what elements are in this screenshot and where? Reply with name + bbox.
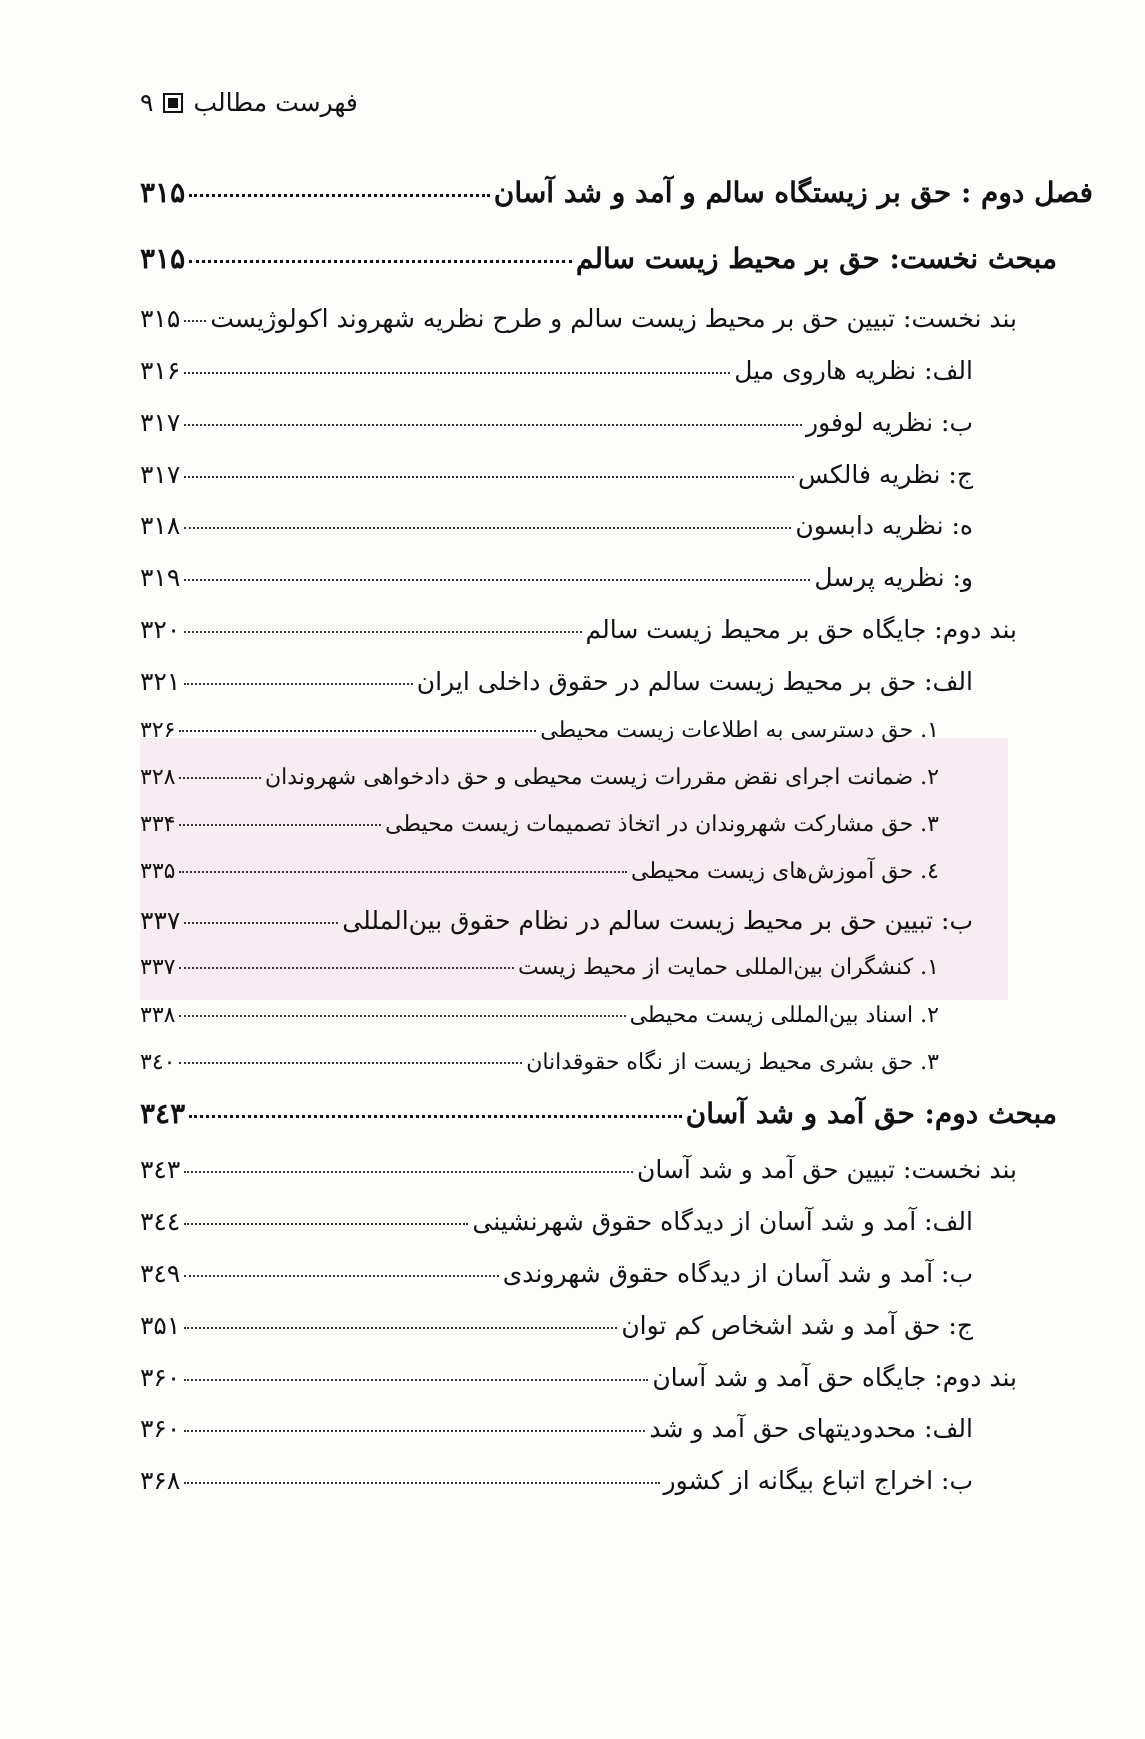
- toc-entry[interactable]: [140, 765, 939, 790]
- toc-entry-page: ۳٤۹: [140, 1259, 181, 1288]
- toc-entry-title: و: نظریه پرسل: [814, 563, 973, 592]
- toc-entry-page: ۳۵۱: [140, 1311, 181, 1340]
- toc-entry-title: بند نخست: تبیین حق آمد و شد آسان: [636, 1155, 1017, 1184]
- toc-leader-dots: [189, 1115, 682, 1118]
- toc-entry-title: ۳. حق بشری محیط زیست از نگاه حقوقدانان: [526, 1050, 939, 1075]
- toc-entry-title: ۱. حق دسترسی به اطلاعات زیست محیطی: [540, 718, 939, 743]
- toc-entry-title: فصل دوم : حق بر زیستگاه سالم و آمد و شد آسان: [493, 176, 1093, 209]
- toc-leader-dots: [179, 777, 261, 779]
- toc-entry-page: ۳۶۰: [140, 1414, 181, 1443]
- toc-entry-title: مبحث نخست: حق بر محیط زیست سالم: [575, 242, 1057, 275]
- toc-leader-dots: [184, 372, 730, 374]
- toc-entry[interactable]: [140, 1003, 939, 1028]
- toc-entry-title: ۲. ضمانت اجرای نقض مقررات زیست محیطی و حق دادخواهی شهروندان: [264, 765, 939, 790]
- toc-entry-page: ۳۳۷: [140, 955, 176, 980]
- toc-entry-page: ۳٤٤: [140, 1207, 181, 1236]
- toc-entry-title: ۱. کنشگران بین‌المللی حمایت از محیط زیست: [518, 955, 939, 980]
- toc-leader-dots: [184, 1223, 468, 1225]
- toc-entry-page: ۳۳۸: [140, 1003, 176, 1028]
- toc-entry-title: ۲. اسناد بین‌المللی زیست محیطی: [629, 1003, 939, 1028]
- toc-entry-page: ۳۱۹: [140, 563, 181, 592]
- toc-entry[interactable]: [140, 1207, 973, 1236]
- toc-entry[interactable]: [140, 1259, 973, 1288]
- toc-entry[interactable]: [140, 563, 973, 592]
- header-title: فهرست مطالب: [193, 88, 358, 117]
- toc-entry-page: ۳۱۶: [140, 356, 181, 385]
- toc-leader-dots: [179, 967, 514, 969]
- toc-entry[interactable]: [140, 511, 973, 540]
- toc-entry[interactable]: [140, 304, 1017, 333]
- toc-leader-dots: [179, 1062, 522, 1064]
- toc-entry-page: ۳۱۸: [140, 511, 181, 540]
- toc-leader-dots: [179, 871, 627, 873]
- toc-entry-page: ۳۱۵: [140, 242, 186, 275]
- toc-entry-title: بند دوم: جایگاه حق آمد و شد آسان: [652, 1363, 1017, 1392]
- toc-entry[interactable]: [140, 906, 973, 935]
- toc-entry[interactable]: [140, 408, 973, 437]
- toc-leader-dots: [184, 476, 794, 478]
- toc-entry-title: ب: نظریه لوفور: [806, 408, 973, 437]
- toc-leader-dots: [184, 579, 810, 581]
- toc-leader-dots: [184, 1430, 645, 1432]
- toc-entry[interactable]: [140, 1050, 939, 1075]
- toc-entry-title: الف: آمد و شد آسان از دیدگاه حقوق شهرنشینی: [472, 1207, 973, 1236]
- toc-entry[interactable]: [140, 615, 1017, 644]
- toc-entry[interactable]: [140, 1363, 1017, 1392]
- toc-entry-page: ۳۲۶: [140, 718, 176, 743]
- toc-entry-page: ۳۳۵: [140, 859, 176, 884]
- toc-entry[interactable]: [140, 460, 973, 489]
- toc-entry-page: ۳۱۵: [140, 176, 186, 209]
- toc-entry-page: ۳٤۳: [140, 1097, 186, 1130]
- toc-entry-title: ج: حق آمد و شد اشخاص کم توان: [621, 1311, 973, 1340]
- toc-leader-dots: [179, 1015, 625, 1017]
- toc-entry-title: الف: محدودیتهای حق آمد و شد: [649, 1414, 973, 1443]
- toc-leader-dots: [184, 631, 581, 633]
- toc-entry[interactable]: [140, 859, 939, 884]
- toc-entry-title: ب: تبیین حق بر محیط زیست سالم در نظام حقوق بین‌المللی: [342, 906, 973, 935]
- toc-entry-page: ۳۶۸: [140, 1466, 181, 1495]
- toc-entry-title: ۳. حق مشارکت شهروندان در اتخاذ تصمیمات زیست محیطی: [385, 812, 939, 837]
- toc-entry-title: الف: حق بر محیط زیست سالم در حقوق داخلی ایران: [416, 667, 973, 696]
- toc-entry[interactable]: [140, 1311, 973, 1340]
- toc-leader-dots: [184, 1275, 498, 1277]
- toc-entry-title: ب: آمد و شد آسان از دیدگاه حقوق شهروندی: [502, 1259, 973, 1288]
- toc-leader-dots: [184, 424, 802, 426]
- toc-entry[interactable]: [140, 1097, 1057, 1130]
- toc-entry[interactable]: [140, 1155, 1017, 1184]
- toc-entry-page: ۳۳۴: [140, 812, 176, 837]
- toc-entry-page: ۳۲۸: [140, 765, 176, 790]
- toc-entry-page: ۳٤۰: [140, 1050, 176, 1075]
- toc-leader-dots: [184, 1327, 617, 1329]
- toc-leader-dots: [184, 683, 412, 685]
- toc-entry-page: ۳٤۳: [140, 1155, 181, 1184]
- toc-entry[interactable]: [140, 1414, 973, 1443]
- toc-entry-page: ۳۶۰: [140, 1363, 181, 1392]
- toc-entry-page: ۳۲۰: [140, 615, 181, 644]
- toc-leader-dots: [184, 1171, 633, 1173]
- toc-entry[interactable]: [140, 242, 1057, 275]
- toc-entry-title: بند نخست: تبیین حق بر محیط زیست سالم و طرح نظریه شهروند اکولوژیست: [210, 304, 1017, 333]
- toc-leader-dots: [184, 527, 791, 529]
- toc-entry-title: ب: اخراج اتباع بیگانه از کشور: [663, 1466, 973, 1495]
- toc-entry-page: ۳۱۵: [140, 304, 181, 333]
- toc-entry-page: ۳۱۷: [140, 408, 181, 437]
- toc-leader-dots: [189, 194, 490, 197]
- toc-entry-title: بند دوم: جایگاه حق بر محیط زیست سالم: [585, 615, 1017, 644]
- toc-leader-dots: [179, 730, 536, 732]
- toc-entry-page: ۳۲۱: [140, 667, 181, 696]
- toc-entry-title: ٤. حق آموزش‌های زیست محیطی: [631, 859, 939, 884]
- toc-leader-dots: [179, 824, 381, 826]
- toc-entry-title: مبحث دوم: حق آمد و شد آسان: [685, 1097, 1057, 1130]
- toc-entry-title: ه: نظریه دابسون: [795, 511, 973, 540]
- toc-entry[interactable]: [140, 718, 939, 743]
- toc-entry-title: الف: نظریه هاروی میل: [734, 356, 973, 385]
- toc-entry[interactable]: [140, 812, 939, 837]
- toc-entry-page: ۳۳۷: [140, 906, 181, 935]
- toc-entry[interactable]: [140, 1466, 973, 1495]
- toc-entry-title: ج: نظریه فالکس: [798, 460, 973, 489]
- toc-leader-dots: [189, 260, 572, 263]
- header-page-number: ۹: [140, 88, 154, 117]
- toc-leader-dots: [184, 922, 338, 924]
- toc-leader-dots: [184, 1379, 648, 1381]
- toc-leader-dots: [184, 320, 206, 322]
- toc-entry[interactable]: [140, 667, 973, 696]
- toc-entry[interactable]: [140, 356, 973, 385]
- toc-entry[interactable]: [140, 176, 1093, 209]
- toc-entry-page: ۳۱۷: [140, 460, 181, 489]
- toc-entry[interactable]: [140, 955, 939, 980]
- toc-leader-dots: [184, 1482, 659, 1484]
